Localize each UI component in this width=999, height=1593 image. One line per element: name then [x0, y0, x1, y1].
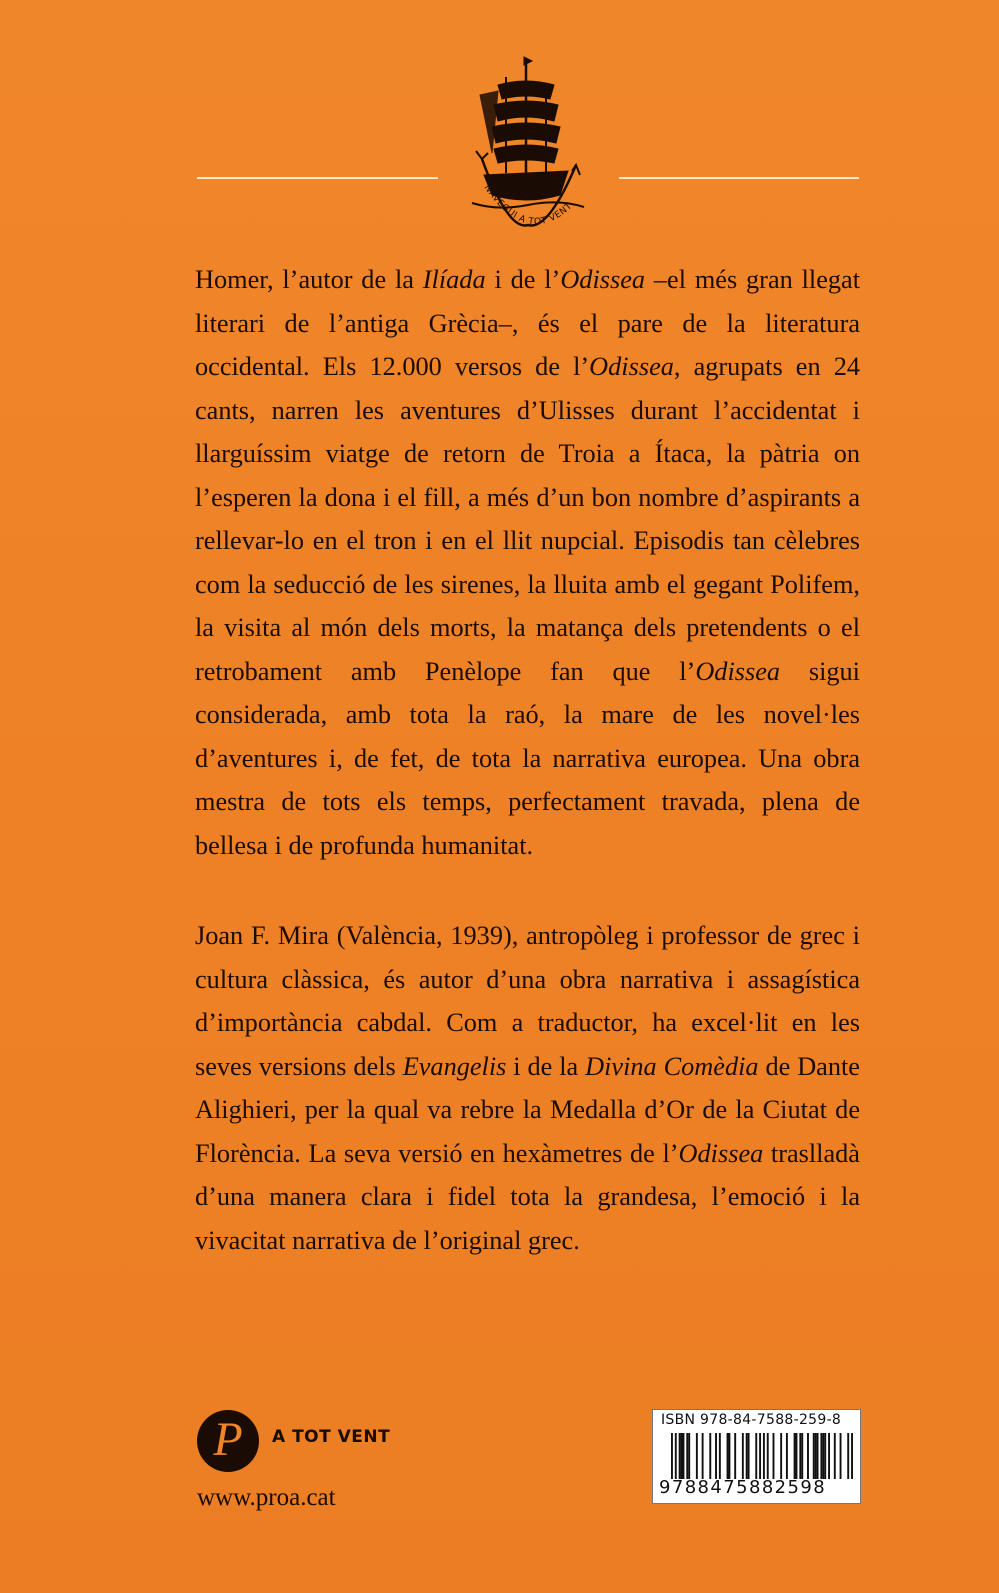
text-run: –el més gran llegat literari de l’antiga Grècia–, és el pare de la literatura occidental. Els 12.000 versos de l’: [195, 265, 861, 381]
imprint-name: A TOT VENT: [272, 1427, 391, 1447]
divider-left: [197, 177, 438, 179]
barcode-bar: [746, 1433, 748, 1479]
text-run: de Dante Alighieri, per la qual va rebre la Medalla d’Or de la Ciutat de Florència. La seva versió en hexàmetres de l’: [195, 1051, 860, 1168]
barcode-bar: [767, 1433, 769, 1479]
isbn-label: ISBN 978-84-7588-259-8: [661, 1412, 842, 1428]
barcode-bar: [822, 1433, 824, 1479]
barcode-bar: [820, 1433, 822, 1479]
italic-title: Odissea: [695, 656, 781, 686]
barcode-bar: [682, 1433, 684, 1479]
barcode-bar: [727, 1433, 729, 1479]
text-run: Joan F. Mira (València, 1939), antropòleg i professor de grec i cultura clàssica, és autor d’una obra narrativa i assagística d’importància cabdal. Com a traductor, ha excel·lit en les seves versions dels: [195, 921, 860, 1081]
barcode-bar: [817, 1433, 819, 1479]
barcode-bar: [709, 1433, 711, 1479]
barcode-bar: [773, 1433, 775, 1479]
barcode-bar: [828, 1433, 830, 1479]
barcode-bar: [671, 1433, 673, 1479]
barcode-bar: [847, 1433, 849, 1479]
text-run: traslladà d’una manera clara i fidel tota la grandesa, l’emoció i la vivacitat narrativa de l’original grec.: [195, 1138, 860, 1255]
barcode-bar: [815, 1433, 817, 1479]
barcode-bar: [742, 1433, 744, 1479]
barcode-bar: [702, 1433, 704, 1479]
barcode-bar: [851, 1433, 853, 1479]
barcode-bar: [807, 1433, 809, 1479]
publisher-logo: [197, 1410, 259, 1472]
synopsis-paragraph: [195, 258, 860, 867]
barcode-bar: [688, 1433, 690, 1479]
barcode-bar: [759, 1433, 761, 1479]
italic-title: Odissea: [678, 1138, 764, 1168]
italic-title: Ilíada: [422, 265, 486, 294]
barcode-bars: [671, 1433, 853, 1479]
barcode-bar: [794, 1433, 796, 1479]
barcode-bar: [755, 1433, 757, 1479]
barcode-bar: [748, 1433, 750, 1479]
barcode-bar: [840, 1433, 842, 1479]
text-run: , agrupats en 24 cants, narren les aventures d’Ulisses durant l’accidentat i llarguíssim viatge de retorn de Troia a Ítaca, la pàtria on l’esperen la dona i el fill, a més d’un bon nombre d’aspirants a rellevar-lo en el tron i en el llit nupcial. Episodis tan cèlebres com la seducció de les sirenes, la lluita amb el gegant Polifem, la visita al món dels morts, la matança dels pretendents o el retrobament amb Penèlope fan que l’: [195, 352, 861, 686]
barcode-bar: [715, 1433, 717, 1479]
text-run: sigui considerada, amb tota la raó, la mare de les novel·les d’aventures i, de fet, de tota la narrativa europea. Una obra mestra de tots els temps, perfectament travada, plena de bellesa i de profunda humanitat.: [195, 656, 860, 860]
barcode-bar: [681, 1433, 683, 1479]
barcode-bar: [675, 1433, 677, 1479]
divider-right: [619, 177, 859, 179]
barcode-bar: [834, 1433, 836, 1479]
text-run: i de l’: [485, 265, 561, 294]
barcode-bar: [686, 1433, 688, 1479]
logo-letter: P: [213, 1413, 243, 1466]
barcode-bar: [786, 1433, 788, 1479]
isbn-barcode: [652, 1409, 861, 1504]
barcode-bar: [679, 1433, 681, 1479]
emblem-motto: NAVEGUI A TOT VENT: [481, 183, 575, 228]
barcode-bar: [728, 1433, 730, 1479]
text-run: i de la: [506, 1051, 586, 1081]
italic-title: Evangelis: [402, 1051, 507, 1081]
barcode-bar: [813, 1433, 815, 1479]
italic-title: Odissea: [589, 352, 674, 381]
barcode-bar: [801, 1433, 803, 1479]
barcode-bar: [824, 1433, 826, 1479]
barcode-bar: [719, 1433, 721, 1479]
text-run: Homer, l’autor de la: [195, 265, 423, 294]
italic-title: Odissea: [560, 265, 646, 294]
barcode-bar: [696, 1433, 698, 1479]
publisher-url[interactable]: www.proa.cat: [197, 1484, 336, 1511]
sailing-ship-icon: [468, 55, 588, 245]
translator-bio-paragraph: [195, 914, 860, 1262]
barcode-bar: [763, 1433, 765, 1479]
barcode-digits: 9788475882598: [659, 1477, 827, 1498]
barcode-bar: [780, 1433, 782, 1479]
barcode-bar: [734, 1433, 736, 1479]
barcode-bar: [799, 1433, 801, 1479]
italic-title: Divina Comèdia: [585, 1051, 759, 1081]
barcode-bar: [796, 1433, 798, 1479]
